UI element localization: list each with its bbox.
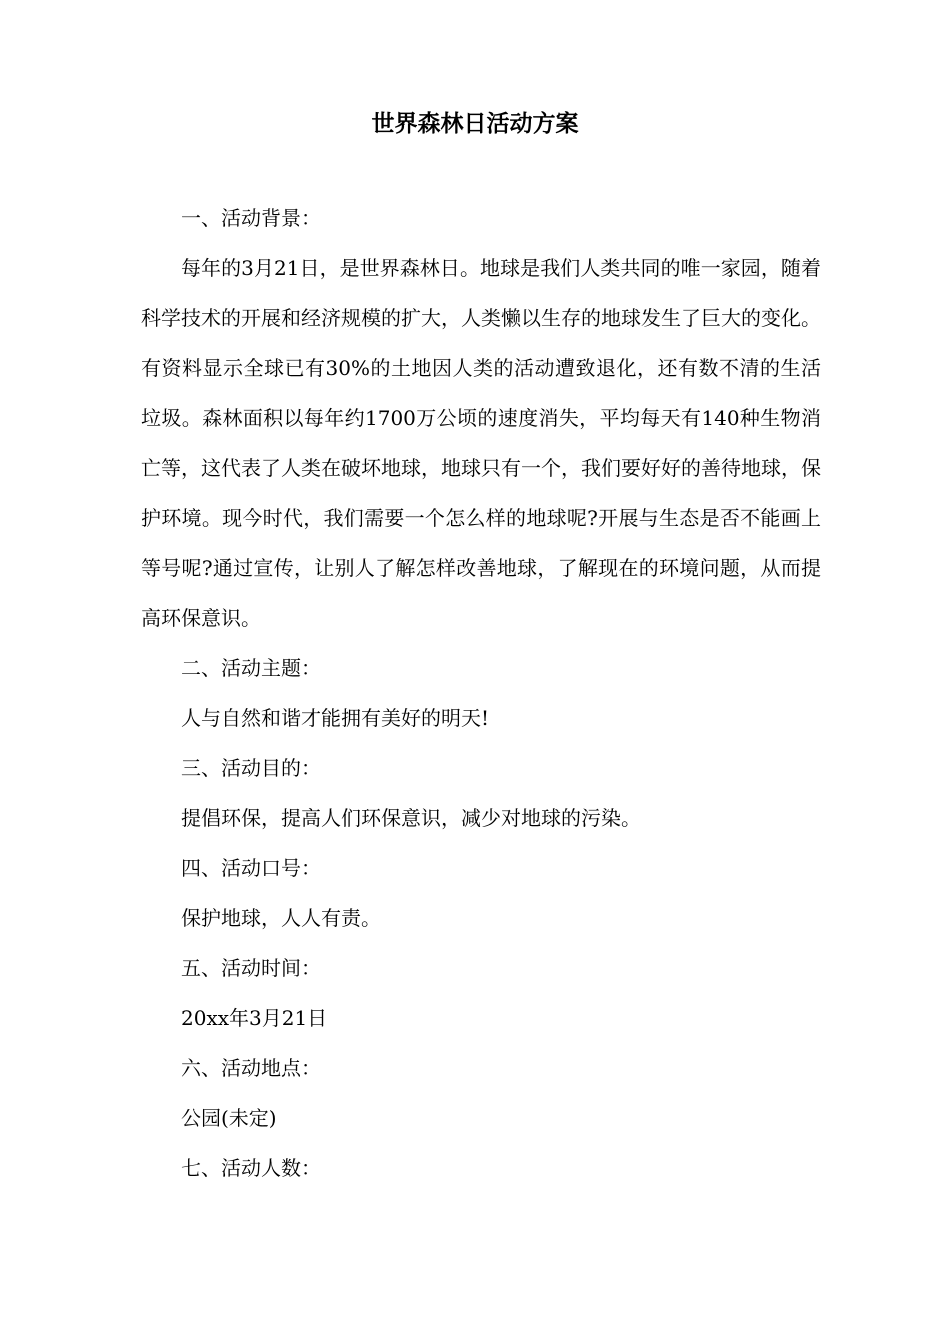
paragraph-theme: 人与自然和谐才能拥有美好的明天! [181, 706, 490, 730]
section-heading-theme: 二、活动主题： [181, 656, 321, 680]
section-heading-purpose: 三、活动目的： [181, 756, 321, 780]
paragraph-time: 20xx年3月21日 [181, 1006, 328, 1030]
section-heading-slogan: 四、活动口号： [181, 856, 321, 880]
section-heading-background: 一、活动背景： [181, 206, 321, 230]
section-heading-participants: 七、活动人数： [181, 1156, 321, 1180]
section-heading-time: 五、活动时间： [181, 956, 321, 980]
paragraph-purpose: 提倡环保，提高人们环保意识，减少对地球的污染。 [181, 806, 641, 830]
document-body [141, 193, 821, 1193]
document-title: 世界森林日活动方案 [371, 110, 579, 137]
section-heading-location: 六、活动地点： [181, 1056, 321, 1080]
paragraph-background: 每年的3月21日，是世界森林日。地球是我们人类共同的唯一家园，随着科学技术的开展和经济规模的扩大，人类懒以生存的地球发生了巨大的变化。有资料显示全球已有30%的土地因人类的活动遭致退化，还有数不清的生活垃圾。森林面积以每年约1700万公顷的速度消失，平均每天有140种生物消亡等，这代表了人类在破坏地球，地球只有一个，我们要好好的善待地球，保护环境。现今时代，我们需要一个怎么样的地球呢?开展与生态是否不能画上等号呢?通过宣传，让别人了解怎样改善地球，了解现在的环境问题，从而提高环保意识。 [141, 256, 821, 630]
paragraph-slogan: 保护地球，人人有责。 [181, 906, 381, 930]
paragraph-location: 公园(未定) [181, 1106, 277, 1130]
